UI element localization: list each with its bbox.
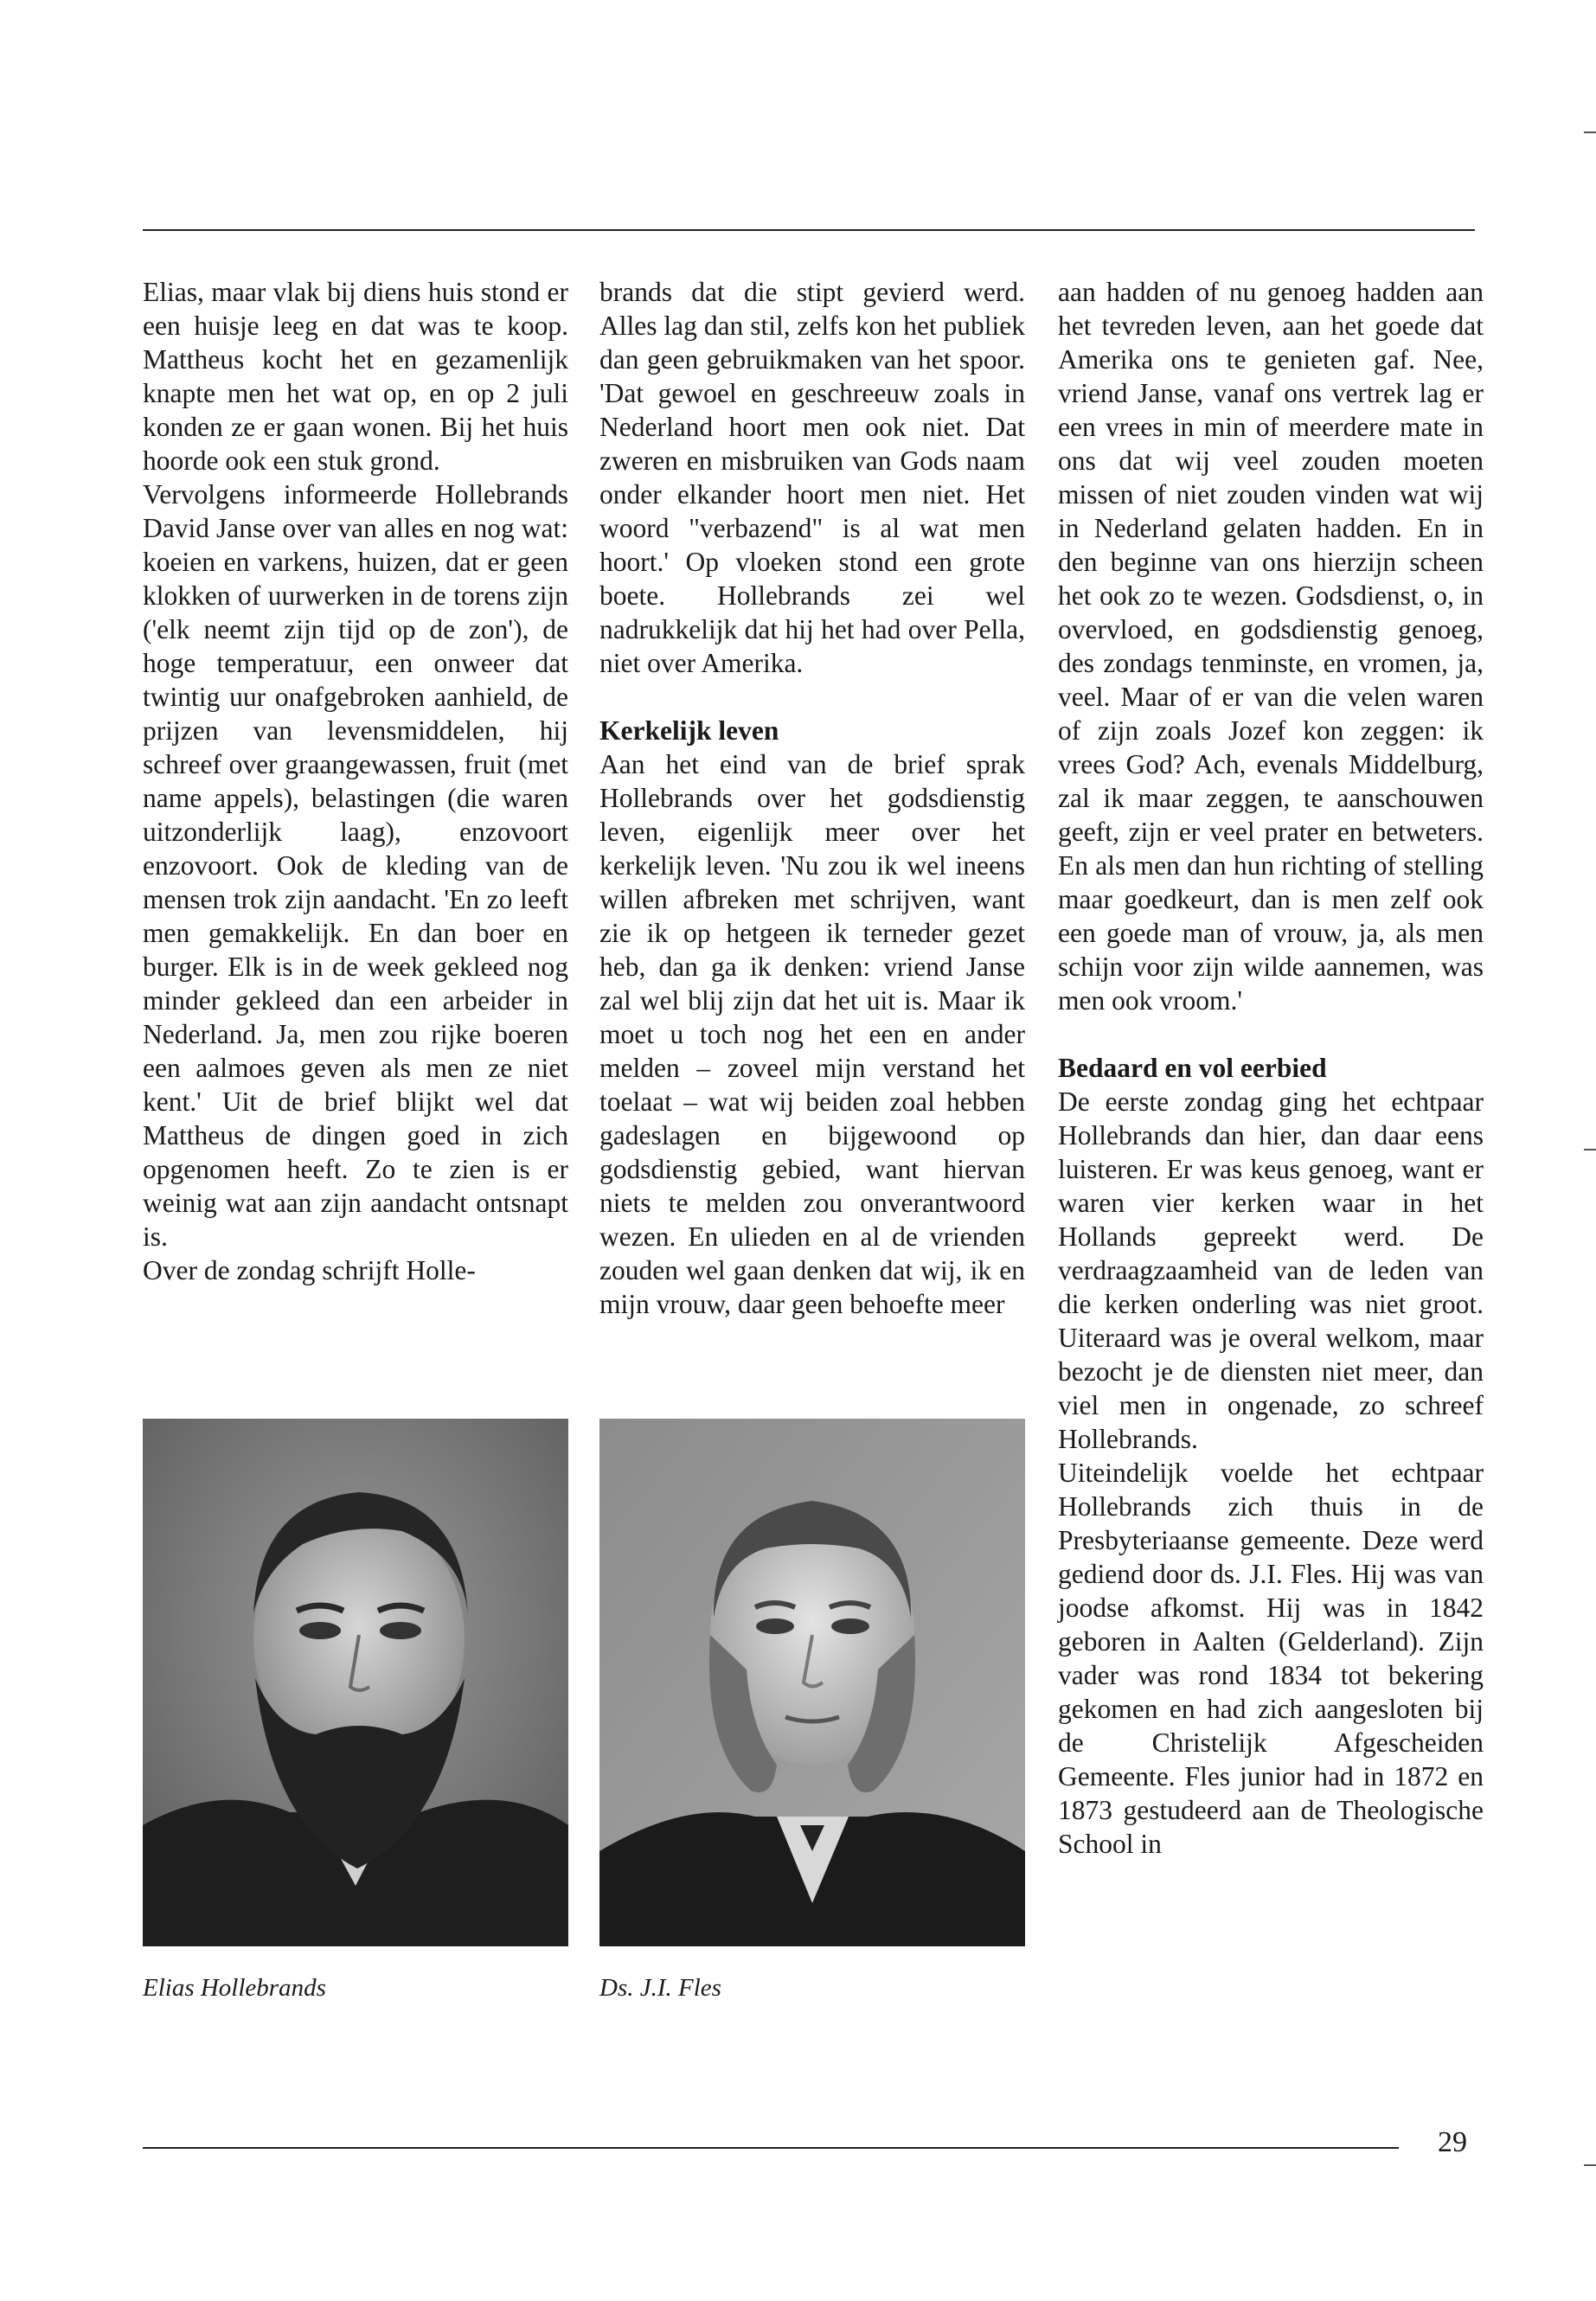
crop-mark: [1584, 1149, 1596, 1150]
text-column-right: [1058, 275, 1484, 1861]
footer-rule: [143, 2147, 1399, 2149]
text-column-left: [143, 275, 568, 1287]
paragraph: Elias, maar vlak bij diens huis stond er een huisje leeg en dat was te koop. Mattheus kocht het en gezamenlijk knapte men het wat op, en op 2 juli konden ze er gaan wonen. Bij het huis hoorde ook een stuk grond.: [143, 277, 568, 476]
photo-caption: Elias Hollebrands: [143, 1974, 326, 2002]
crop-mark: [1584, 2164, 1596, 2166]
paragraph: Over de zondag schrijft Holle-: [143, 1255, 476, 1285]
paragraph: Aan het eind van de brief sprak Hollebrands over het godsdienstig leven, eigenlijk meer over het kerkelijk leven. 'Nu zou ik wel ineens willen afbreken met schrijven, want zie ik op hetgeen ik terneder gezet heb, dan ga ik denken: vriend Janse zal wel blij zijn dat het uit is. Maar ik moet u toch nog het een en ander melden – zoveel mijn verstand het toelaat – wat wij beiden zoal hebben gadeslagen en bijgewoond op godsdienstig gebied, want hiervan niets te melden zou onverantwoord wezen. En ulieden en al de vrienden zouden wel gaan denken dat wij, ik en mijn vrouw, daar geen behoefte meer: [599, 749, 1025, 1319]
portrait-image: [143, 1419, 568, 1946]
page-number: 29: [1438, 2126, 1467, 2158]
portrait-image: [599, 1419, 1025, 1946]
paragraph: Uiteindelijk voelde het echtpaar Hollebrands zich thuis in de Presbyteriaanse gemeente. Deze werd gediend door ds. J.I. Fles. Hij was van joodse afkomst. Hij was in 1842 geboren in Aalten (Gelderland). Zijn vader was rond 1834 tot bekering gekomen en had zich aangesloten bij de Christelijk Afgescheiden Gemeente. Fles junior had in 1872 en 1873 gestudeerd aan de Theologische School in: [1058, 1458, 1484, 1859]
section-heading: Bedaard en vol eerbied: [1058, 1053, 1327, 1083]
portrait-photo-ds-fles: [599, 1419, 1025, 1946]
paragraph: De eerste zondag ging het echtpaar Hollebrands dan hier, dan daar eens luisteren. Er was keus genoeg, want er waren vier kerken waar in het Hollands gepreekt werd. De verdraagzaamheid van de leden van die kerken onderling was niet groot. Uiteraard was je overal welkom, maar bezocht je de diensten niet meer, dan viel men in ongenade, zo schreef Hollebrands.: [1058, 1086, 1484, 1454]
portrait-photo-elias-hollebrands: [143, 1419, 568, 1946]
paragraph: brands dat die stipt gevierd werd. Alles lag dan stil, zelfs kon het publiek dan geen gebruikmaken van het spoor. 'Dat gewoel en geschreeuw zoals in Nederland hoort men ook niet. Dat zweren en misbruiken van Gods naam onder elkander hoort men niet. Het woord "verbazend" is al wat men hoort.' Op vloeken stond een grote boete. Hollebrands zei wel nadrukkelijk dat hij het had over Pella, niet over Amerika.: [599, 277, 1025, 678]
text-column-middle: [599, 275, 1025, 1321]
crop-mark: [1584, 131, 1596, 133]
header-rule: [143, 229, 1475, 231]
paragraph: aan hadden of nu genoeg hadden aan het tevreden leven, aan het goede dat Amerika ons te genieten gaf. Nee, vriend Janse, vanaf ons vertrek lag er een vrees in min of meerdere mate in ons dat wij veel zouden moeten missen of niet zouden vinden wat wij in Nederland gelaten hadden. En in den beginne van ons hierzijn scheen het ook zo te wezen. Godsdienst, o, in overvloed, en godsdienstig genoeg, des zondags tenminste, en vromen, ja, veel. Maar of er van die velen waren of zijn zoals Jozef kon zeggen: ik vrees God? Ach, evenals Middelburg, zal ik maar zeggen, te aanschouwen geeft, zijn er veel prater en betweters. En als men dan hun richting of stelling maar goedkeurt, dan is men zelf ook een goede man of vrouw, ja, als men schijn voor zijn wilde aannemen, was men ook vroom.': [1058, 277, 1484, 1016]
paragraph: Vervolgens informeerde Hollebrands David Janse over van alles en nog wat: koeien en varkens, huizen, dat er geen klokken of uurwerken in de torens zijn ('elk neemt zijn tijd op de zon'), de hoge temperatuur, een onweer dat twintig uur onafgebroken aanhield, de prijzen van levensmiddelen, hij schreef over graangewassen, fruit (met name appels), belastingen (die waren uitzonderlijk laag), enzovoort enzovoort. Ook de kleding van de mensen trok zijn aandacht. 'En zo leeft men gemakkelijk. En dan boer en burger. Elk is in de week gekleed nog minder gekleed dan een arbeider in Nederland. Ja, men zou rijke boeren een aalmoes geven als men ze niet kent.' Uit de brief blijkt wel dat Mattheus de dingen goed in zich opgenomen heeft. Zo te zien is er weinig wat aan zijn aandacht ontsnapt is.: [143, 479, 568, 1252]
section-heading: Kerkelijk leven: [599, 715, 779, 746]
photo-caption: Ds. J.I. Fles: [599, 1974, 721, 2002]
